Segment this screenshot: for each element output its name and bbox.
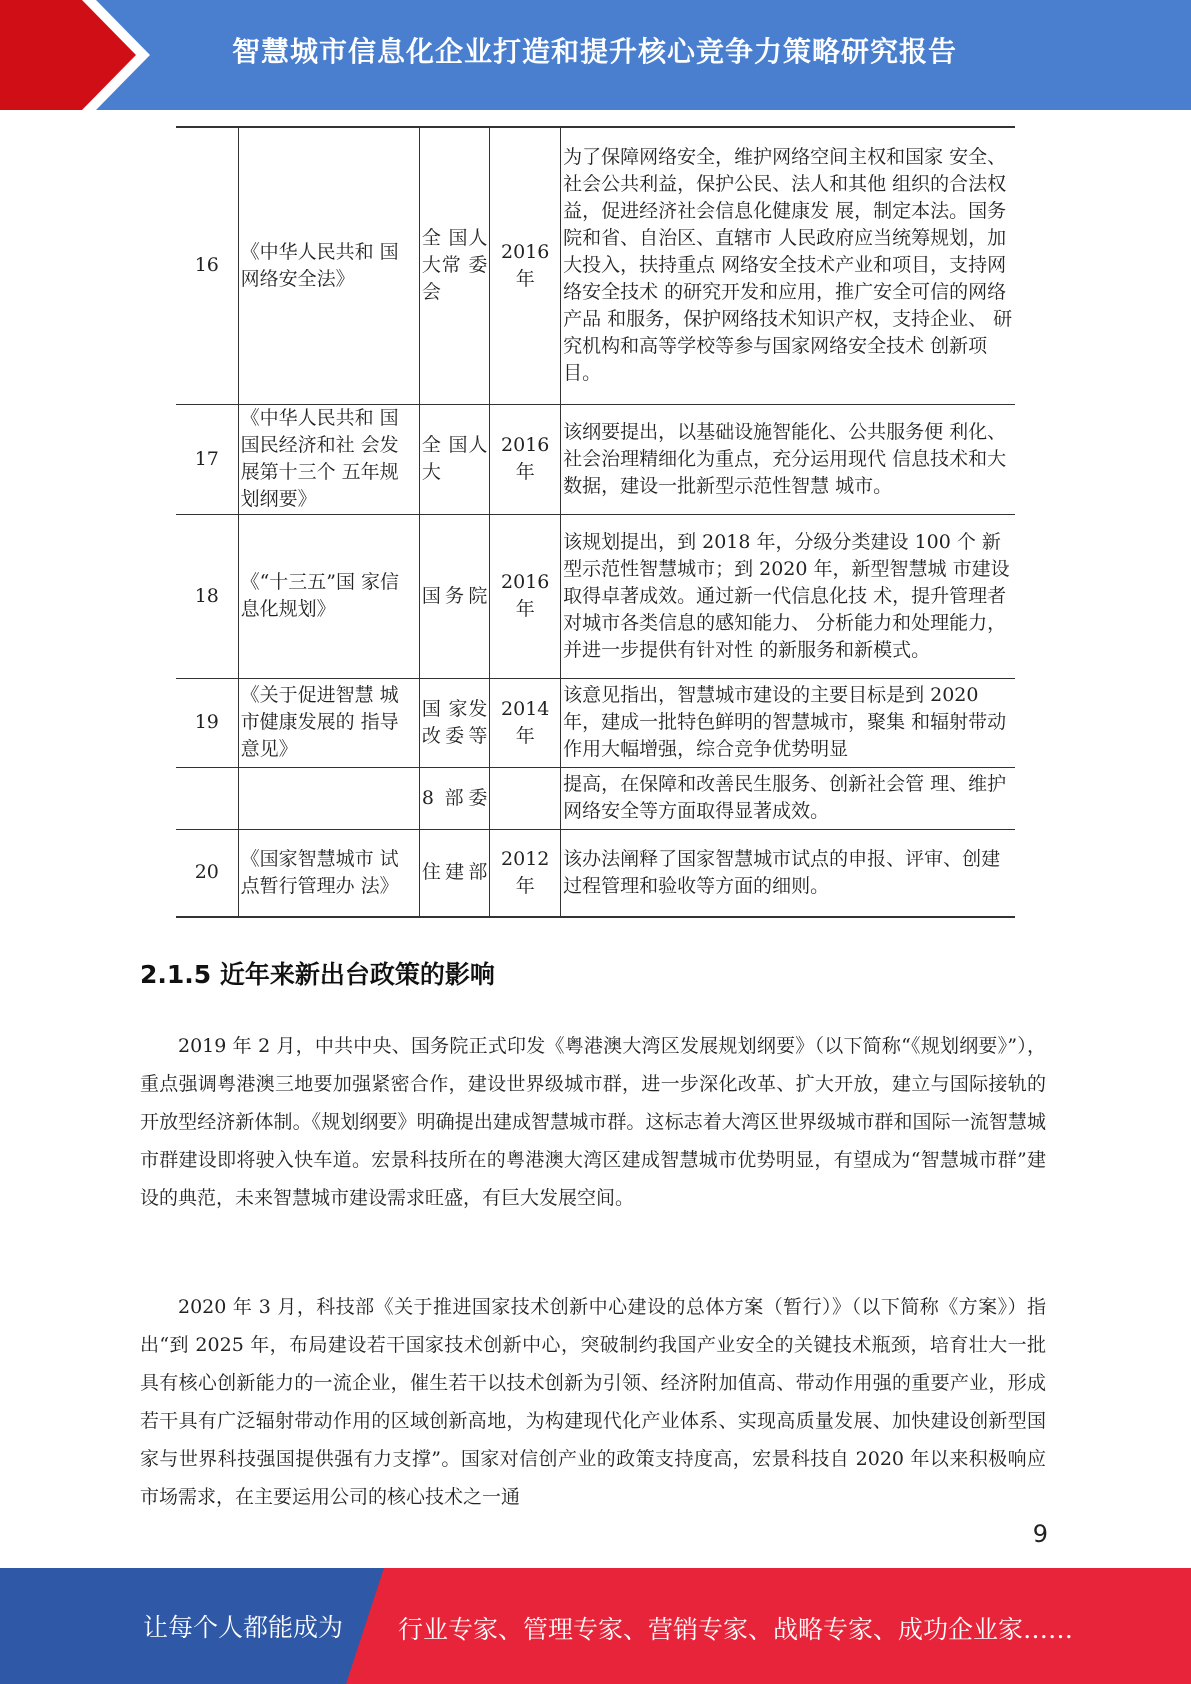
issue-year: 2016 年 — [490, 127, 561, 404]
issue-year: 2012 年 — [490, 829, 561, 917]
header-chevron-icon — [0, 0, 140, 110]
page-footer — [0, 1568, 1191, 1684]
table-row — [176, 678, 1015, 767]
policy-table — [176, 126, 1015, 918]
page-header — [0, 0, 1191, 110]
footer-slogan-left: 让每个人都能成为 — [143, 1613, 344, 1642]
row-number: 16 — [176, 127, 238, 404]
policy-name: 《国家智慧城市 试点暂行管理办 法》 — [238, 829, 419, 917]
policy-description: 该规划提出，到 2018 年，分级分类建设 100 个 新型示范性智慧城市；到 2020 年，新型智慧城 市建设取得卓著成效。通过新一代信息化技 术，提升管理者对城市各类信息的感知能力、 分析能力和处理能力，并进一步提供有针对性 的新服务和新模式。 — [561, 514, 1015, 678]
policy-description: 为了保障网络安全，维护网络空间主权和国家 安全、社会公共利益，保护公民、法人和其他 组织的合法权益，促进经济社会信息化健康发 展，制定本法。国务院和省、自治区、直辖市 人民政府应当统筹规划，加大投入，扶持重点 网络安全技术产业和项目，支持网络安全技术 的研究开发和应用，推广安全可信的网络产品 和服务，保护网络技术知识产权，支持企业、 研究机构和高等学校等参与国家网络安全技术 创新项目。 — [561, 127, 1015, 404]
issuing-body: 住建部 — [419, 829, 489, 917]
issue-year: 2014 年 — [490, 678, 561, 767]
policy-description: 该意见指出，智慧城市建设的主要目标是到 2020 年，建成一批特色鲜明的智慧城市，聚集 和辐射带动作用大幅增强，综合竞争优势明显 — [561, 678, 1015, 767]
issuing-body: 国务院 — [419, 514, 489, 678]
policy-description: 该纲要提出，以基础设施智能化、公共服务便 利化、社会治理精细化为重点，充分运用现代 信息技术和大数据，建设一批新型示范性智慧 城市。 — [561, 404, 1015, 514]
table-row — [176, 127, 1015, 404]
policy-name — [238, 767, 419, 829]
body-paragraph: 2019 年 2 月，中共中央、国务院正式印发《粤港澳大湾区发展规划纲要》（以下简称“《规划纲要》”），重点强调粤港澳三地要加强紧密合作，建设世界级城市群，进一步深化改革、扩大开放，建立与国际接轨的开放型经济新体制。《规划纲要》明确提出建成智慧城市群。这标志着大湾区世界级城市群和国际一流智慧城市群建设即将驶入快车道。宏景科技所在的粤港澳大湾区建成智慧城市优势明显，有望成为“智慧城市群”建设的典范，未来智慧城市建设需求旺盛，有巨大发展空间。 — [140, 1035, 1046, 1209]
row-number: 17 — [176, 404, 238, 514]
body-paragraph: 2020 年 3 月，科技部《关于推进国家技术创新中心建设的总体方案（暂行）》（以下简称《方案》）指出“到 2025 年，布局建设若干国家技术创新中心，突破制约我国产业安全的关键技术瓶颈，培育壮大一批具有核心创新能力的一流企业，催生若干以技术创新为引领、经济附加值高、带动作用强的重要产业，形成若干具有广泛辐射带动作用的区域创新高地，为构建现代化产业体系、实现高质量发展、加快建设创新型国家与世界科技强国提供强有力支撑”。国家对信创产业的政策支持度高，宏景科技自 2020 年以来积极响应市场需求，在主要运用公司的核心技术之一通 — [140, 1296, 1046, 1508]
policy-description: 提高，在保障和改善民生服务、创新社会管 理、维护网络安全等方面取得显著成效。 — [561, 767, 1015, 829]
row-number: 20 — [176, 829, 238, 917]
policy-name: 《中华人民共和 国网络安全法》 — [238, 127, 419, 404]
policy-name: 《“十三五”国 家信息化规划》 — [238, 514, 419, 678]
issue-year: 2016 年 — [490, 514, 561, 678]
row-number: 19 — [176, 678, 238, 767]
report-title: 智慧城市信息化企业打造和提升核心竞争力策略研究报告 — [232, 35, 958, 68]
table-row — [176, 404, 1015, 514]
policy-description: 该办法阐释了国家智慧城市试点的申报、评审、创建过程管理和验收等方面的细则。 — [561, 829, 1015, 917]
row-number — [176, 767, 238, 829]
issue-year — [490, 767, 561, 829]
policy-name: 《关于促进智慧 城市健康发展的 指导意见》 — [238, 678, 419, 767]
table-row — [176, 514, 1015, 678]
policy-name: 《中华人民共和 国国民经济和社 会发展第十三个 五年规划纲要》 — [238, 404, 419, 514]
section-heading: 2.1.5 近年来新出台政策的影响 — [140, 960, 495, 989]
row-number: 18 — [176, 514, 238, 678]
footer-slogan-right: 行业专家、管理专家、营销专家、战略专家、成功企业家…… — [398, 1615, 1074, 1644]
table-row — [176, 767, 1015, 829]
issue-year: 2016 年 — [490, 404, 561, 514]
page-number: 9 — [1032, 1520, 1048, 1548]
issuing-body: 8 部委 — [419, 767, 489, 829]
table-row — [176, 829, 1015, 917]
issuing-body: 国 家发 改委等 — [419, 678, 489, 767]
issuing-body: 全 国人大 — [419, 404, 489, 514]
issuing-body: 全 国人 大常 委会 — [419, 127, 489, 404]
